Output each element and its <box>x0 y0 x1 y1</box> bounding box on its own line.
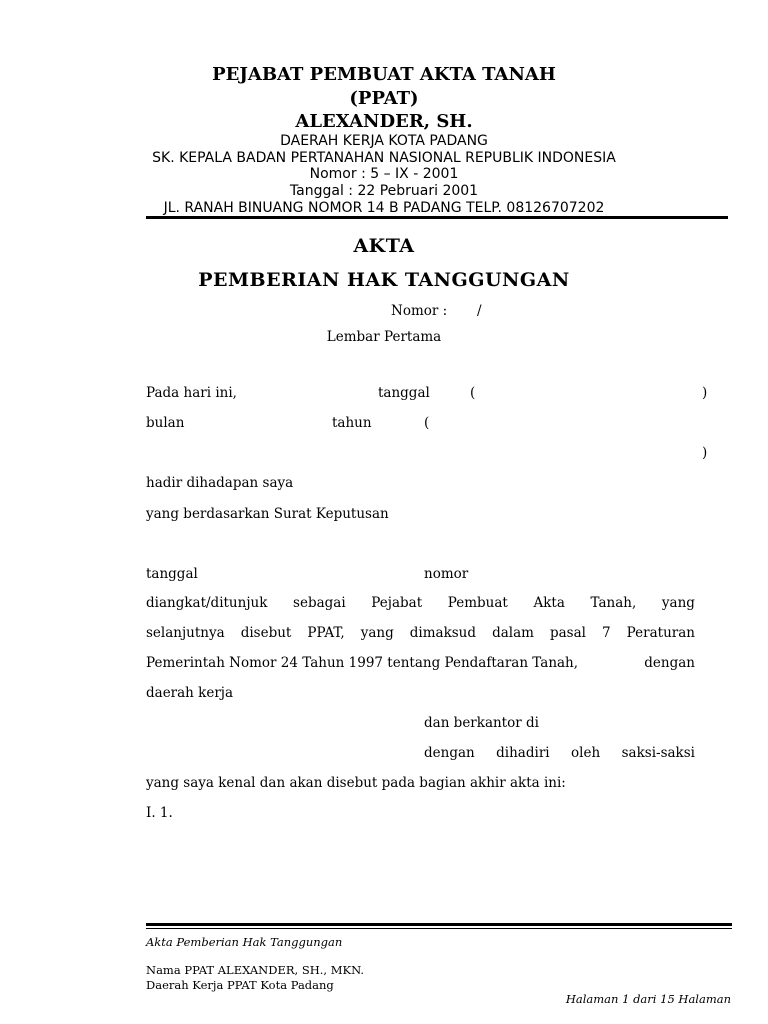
word: Pembuat <box>447 595 508 611</box>
footer-divider-bottom <box>146 928 732 929</box>
word: Peraturan <box>626 625 695 641</box>
word: 7 <box>602 625 611 641</box>
word: yang <box>360 625 394 641</box>
word: pasal <box>549 625 586 641</box>
deed-title: PEMBERIAN HAK TANGGUNGAN <box>198 269 570 291</box>
word: yang <box>661 595 695 611</box>
footer-divider-top <box>146 923 732 926</box>
text-tahun: tahun <box>332 415 372 431</box>
paragraph-line-1 <box>146 595 695 611</box>
word: dalam <box>492 625 534 641</box>
text-hadir: hadir dihadapan saya <box>146 475 294 491</box>
office-address: JL. RANAH BINUANG NOMOR 14 B PADANG TELP. 08126707202 <box>163 200 605 216</box>
word: Pejabat <box>371 595 423 611</box>
item-number: I. 1. <box>146 805 173 821</box>
open-paren: ( <box>424 415 430 431</box>
paragraph-line-3 <box>146 655 695 671</box>
word: oleh <box>571 745 601 761</box>
decree-authority: SK. KEPALA BADAN PERTANAHAN NASIONAL REPUBLIK INDONESIA <box>152 150 616 166</box>
word: diangkat/ditunjuk <box>146 595 268 611</box>
text-berdasarkan: yang berdasarkan Surat Keputusan <box>146 506 389 522</box>
text-dihadiri <box>424 745 695 761</box>
word: sebagai <box>293 595 346 611</box>
text-tanggal: tanggal <box>378 385 430 401</box>
word: dengan <box>424 745 475 761</box>
word: selanjutnya <box>146 625 225 641</box>
paragraph-line-2 <box>146 625 695 641</box>
open-paren: ( <box>470 385 476 401</box>
word: saksi-saksi <box>621 745 695 761</box>
close-paren: ) <box>702 445 708 461</box>
office-title: PEJABAT PEMBUAT AKTA TANAH <box>212 64 556 85</box>
text-kenal: yang saya kenal dan akan disebut pada bagian akhir akta ini: <box>146 775 566 791</box>
text-bulan: bulan <box>146 415 185 431</box>
word: disebut <box>240 625 292 641</box>
word: Tanah, <box>590 595 637 611</box>
footer-ppat-area: Daerah Kerja PPAT Kota Padang <box>146 978 334 992</box>
word: Akta <box>533 595 565 611</box>
word: PPAT, <box>307 625 345 641</box>
header-divider <box>146 216 728 219</box>
text-daerah-kerja: daerah kerja <box>146 685 234 701</box>
work-area: DAERAH KERJA KOTA PADANG <box>280 133 488 149</box>
deed-sheet: Lembar Pertama <box>326 329 442 345</box>
decree-number: Nomor : 5 – IX - 2001 <box>309 166 459 182</box>
office-abbreviation: (PPAT) <box>349 88 419 109</box>
text-berkantor: dan berkantor di <box>424 715 539 731</box>
word: dihadiri <box>496 745 550 761</box>
text-segment: Pemerintah Nomor 24 Tahun 1997 tentang Pendaftaran Tanah, <box>146 655 579 671</box>
deed-heading: AKTA <box>353 235 415 257</box>
officer-name: ALEXANDER, SH. <box>295 111 473 132</box>
text-pada-hari-ini: Pada hari ini, <box>146 385 237 401</box>
deed-number-slash: / <box>477 303 482 319</box>
word: dimaksud <box>409 625 477 641</box>
text-segment: dengan <box>644 655 695 671</box>
footer-deed-name: Akta Pemberian Hak Tanggungan <box>146 935 343 949</box>
close-paren: ) <box>702 385 708 401</box>
footer-ppat-name: Nama PPAT ALEXANDER, SH., MKN. <box>146 963 365 977</box>
page-number: Halaman 1 dari 15 Halaman <box>565 992 731 1006</box>
deed-number-label: Nomor : <box>391 303 448 319</box>
decree-date: Tanggal : 22 Pebruari 2001 <box>289 183 479 199</box>
text-nomor-2: nomor <box>424 566 469 582</box>
text-tanggal-2: tanggal <box>146 566 198 582</box>
